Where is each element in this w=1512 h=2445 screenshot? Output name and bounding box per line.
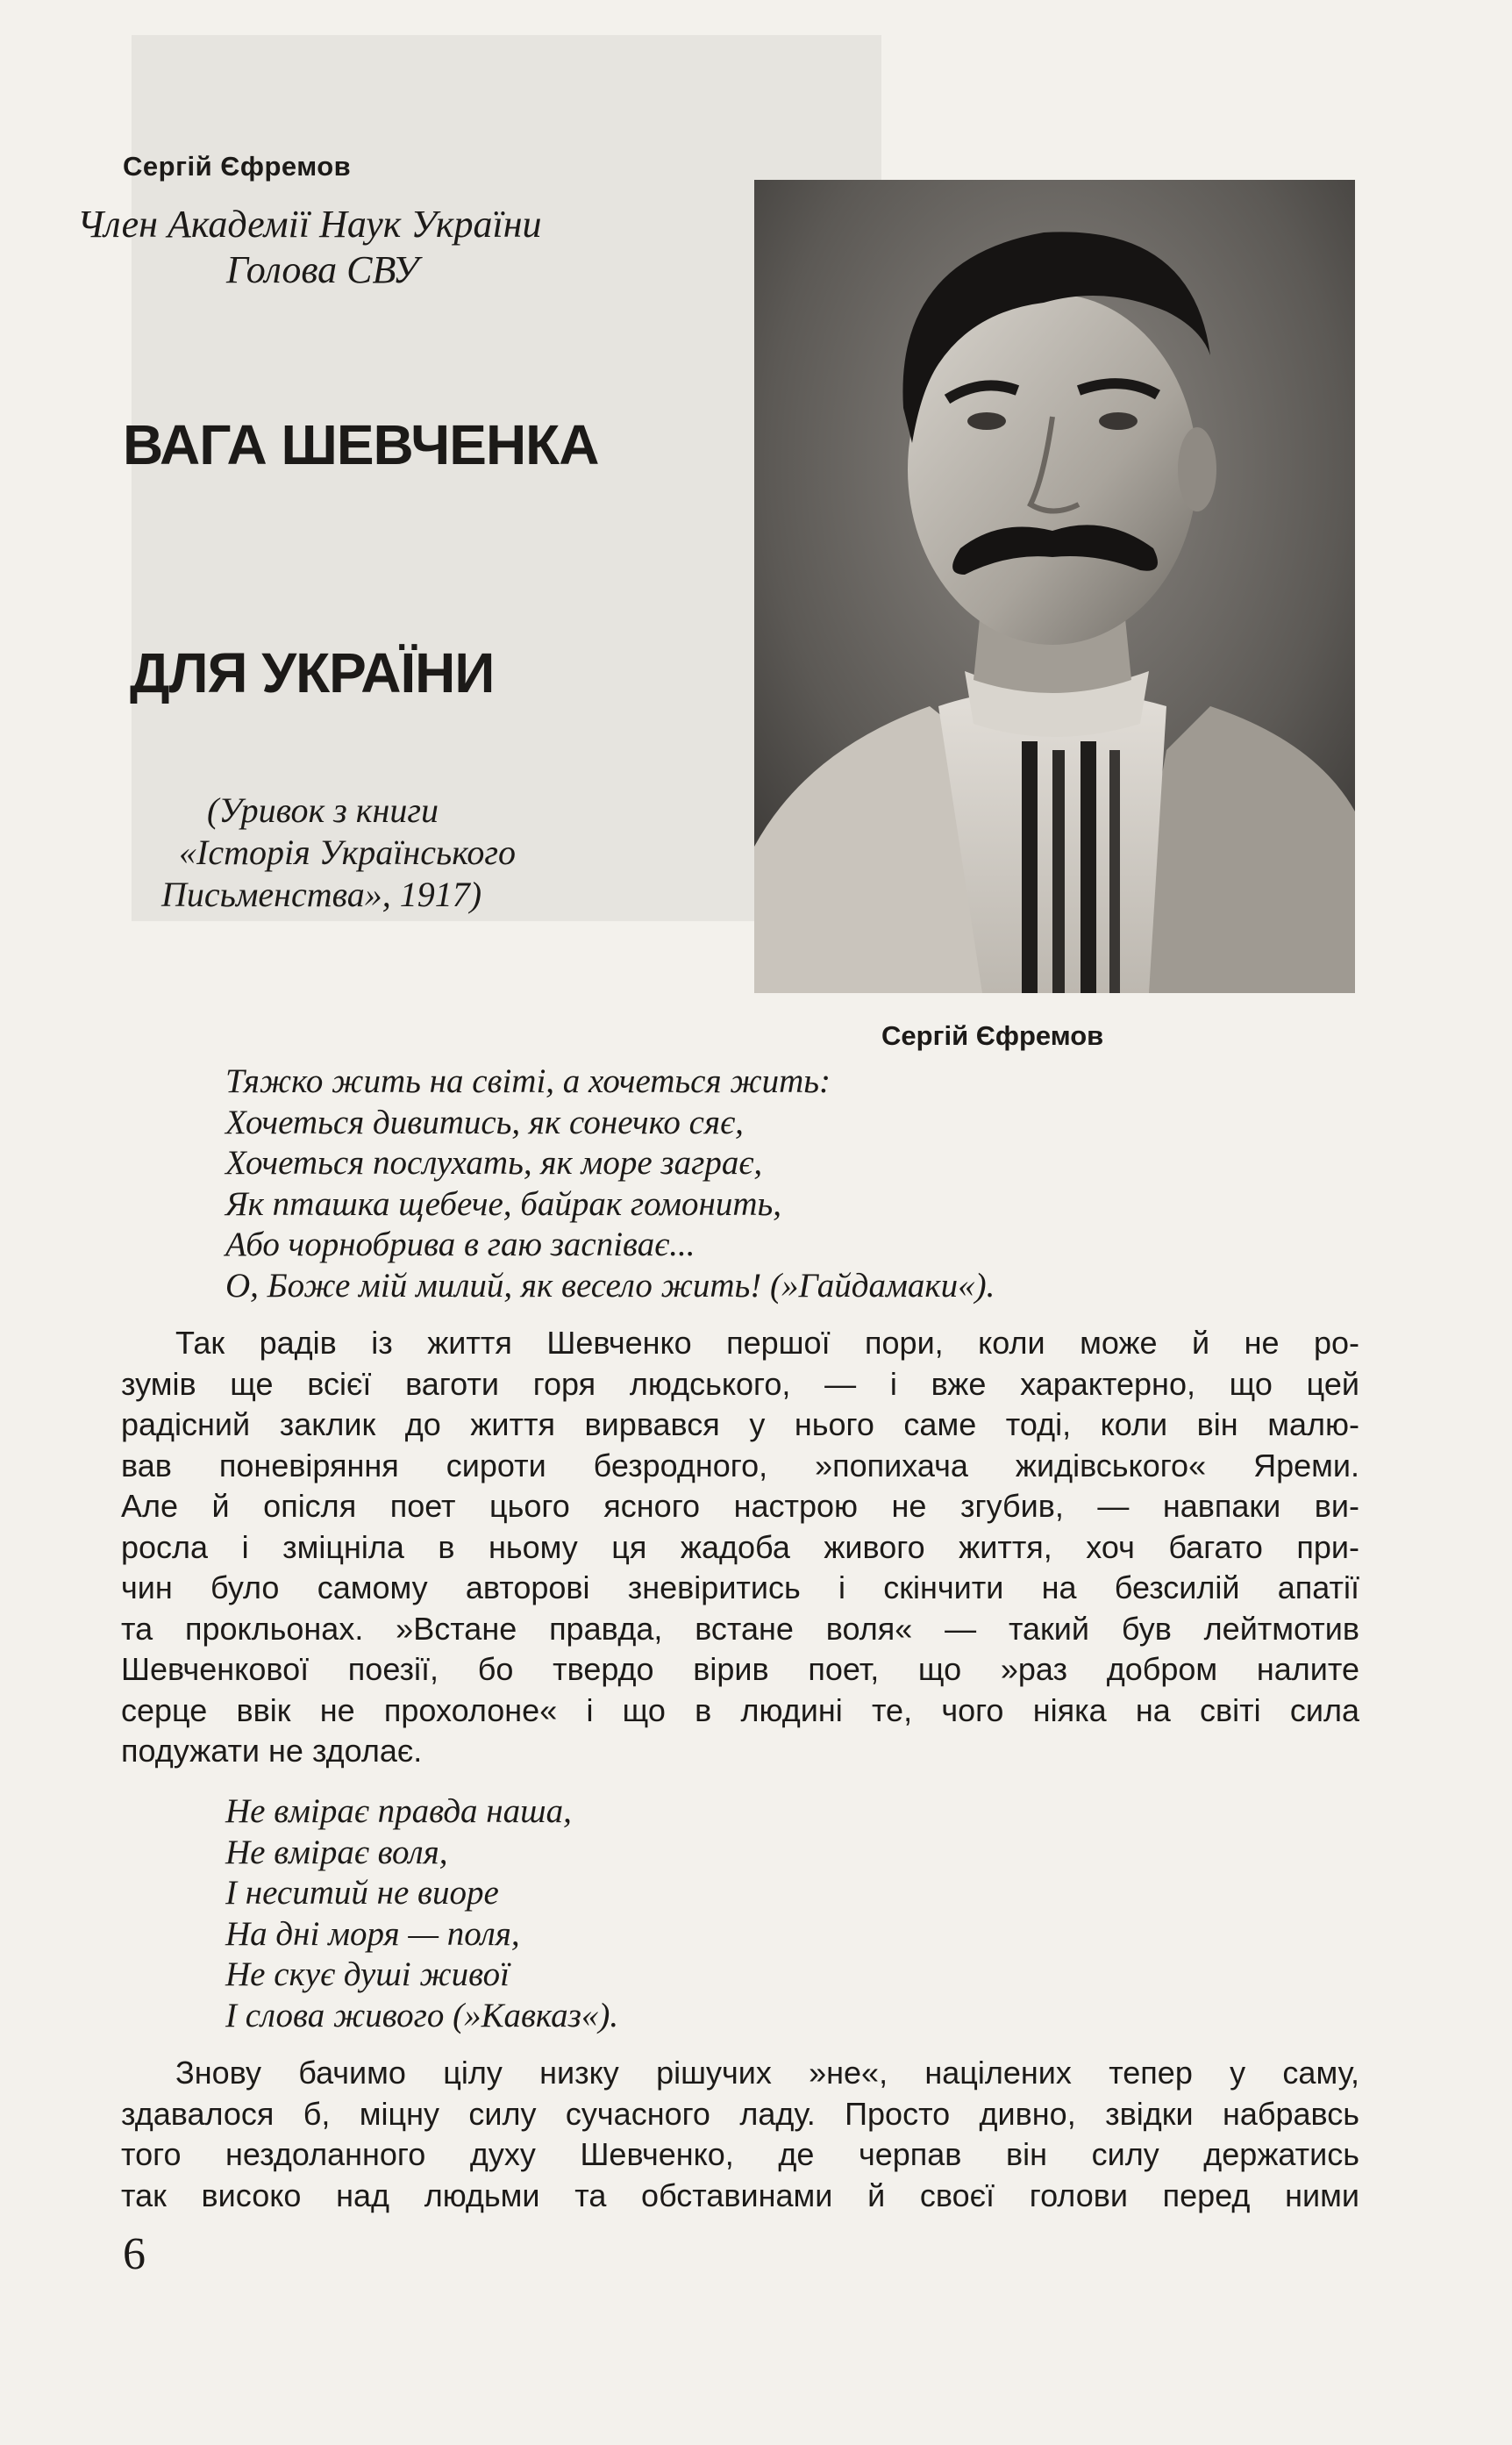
verse-line: Не скує душі живої: [225, 1955, 510, 1993]
paragraph-line: здавалося б, міцну силу сучасного ладу. Просто дивно, звідки набравсь: [121, 2095, 1359, 2132]
page-number: 6: [123, 2229, 146, 2279]
author-role-line-2: Голова СВУ: [226, 248, 419, 291]
verse-line: На дні моря — поля,: [225, 1914, 520, 1953]
body-paragraph-1: [121, 1323, 1359, 1772]
verse-line: Хочеться дивитись, як сонечко сяє,: [225, 1103, 744, 1141]
paragraph-line: та прокльонах. »Встане правда, встане воля« — такий був лейтмотив: [121, 1610, 1359, 1647]
verse-line: Не вмірає правда наша,: [225, 1792, 572, 1830]
article-title-line-2: ДЛЯ УКРАЇНИ: [130, 641, 495, 704]
author-portrait-photo: [754, 180, 1355, 993]
paragraph-line: зумів ще всієї ваготи горя людського, — і вже характерно, що цей: [121, 1365, 1359, 1402]
paragraph-line: чин було самому авторові зневіритись і скінчити на безсилій апатії: [121, 1569, 1359, 1605]
paragraph-line: вав поневіряння сироти безродного, »попихача жидівського« Яреми.: [121, 1447, 1359, 1483]
verse-line: Тяжко жить на світі, а хочеться жить:: [225, 1062, 831, 1100]
verse-line: Або чорнобрива в гаю заспіває...: [225, 1226, 695, 1263]
photo-caption: Сергій Єфремов: [881, 1020, 1104, 1051]
author-role-line-1: Член Академії Наук України: [77, 203, 542, 246]
paragraph-line: так високо над людьми та обставинами й своєї голови перед ними: [121, 2177, 1359, 2213]
paragraph-line: Знову бачимо цілу низку рішучих »не«, націлених тепер у саму,: [175, 2055, 1359, 2091]
author-name: Сергій Єфремов: [123, 151, 352, 182]
paragraph-line: подужати не здолає.: [121, 1733, 423, 1769]
verse-line: Не вмірає воля,: [225, 1833, 448, 1871]
verse-line: І неситий не виоре: [225, 1874, 499, 1912]
verse-line: Хочеться послухать, як море заграє,: [225, 1144, 763, 1182]
verse-line: О, Боже мій милий, як весело жить! (»Гайдамаки«).: [225, 1266, 995, 1305]
paragraph-line: Так радів із життя Шевченко першої пори, коли може й не ро-: [175, 1325, 1359, 1361]
paragraph-line: Шевченкової поезії, бо твердо вірив поет, що »раз добром налите: [121, 1651, 1359, 1687]
article-title-line-1: ВАГА ШЕВЧЕНКА: [123, 413, 599, 476]
verse-line: І слова живого (»Кавказ«).: [225, 1996, 619, 2034]
paragraph-line: серце ввік не прохолоне« і що в людині те, чого ніяка на світі сила: [121, 1691, 1359, 1728]
paragraph-line: радісний заклик до життя вирвався у нього саме тоді, коли він малю-: [121, 1406, 1359, 1442]
source-note-line-3: Письменства», 1917): [161, 875, 482, 914]
body-paragraph-2: [121, 2053, 1359, 2216]
source-note-line-1: (Уривок з книги: [207, 790, 439, 830]
verse-excerpt-kavkaz: [225, 1791, 618, 2036]
paragraph-line: росла і зміцніла в ньому ця жадоба живого життя, хоч багато при-: [121, 1528, 1359, 1565]
source-note-line-2: «Історія Українського: [179, 833, 517, 872]
verse-excerpt-haidamaky: [225, 1062, 995, 1306]
paragraph-line: Але й опісля поет цього ясного настрою не згубив, — навпаки ви-: [121, 1488, 1359, 1524]
verse-line: Як пташка щебече, байрак гомонить,: [225, 1184, 781, 1223]
paragraph-line: того нездоланного духу Шевченко, де черпав він силу держатись: [121, 2136, 1359, 2172]
